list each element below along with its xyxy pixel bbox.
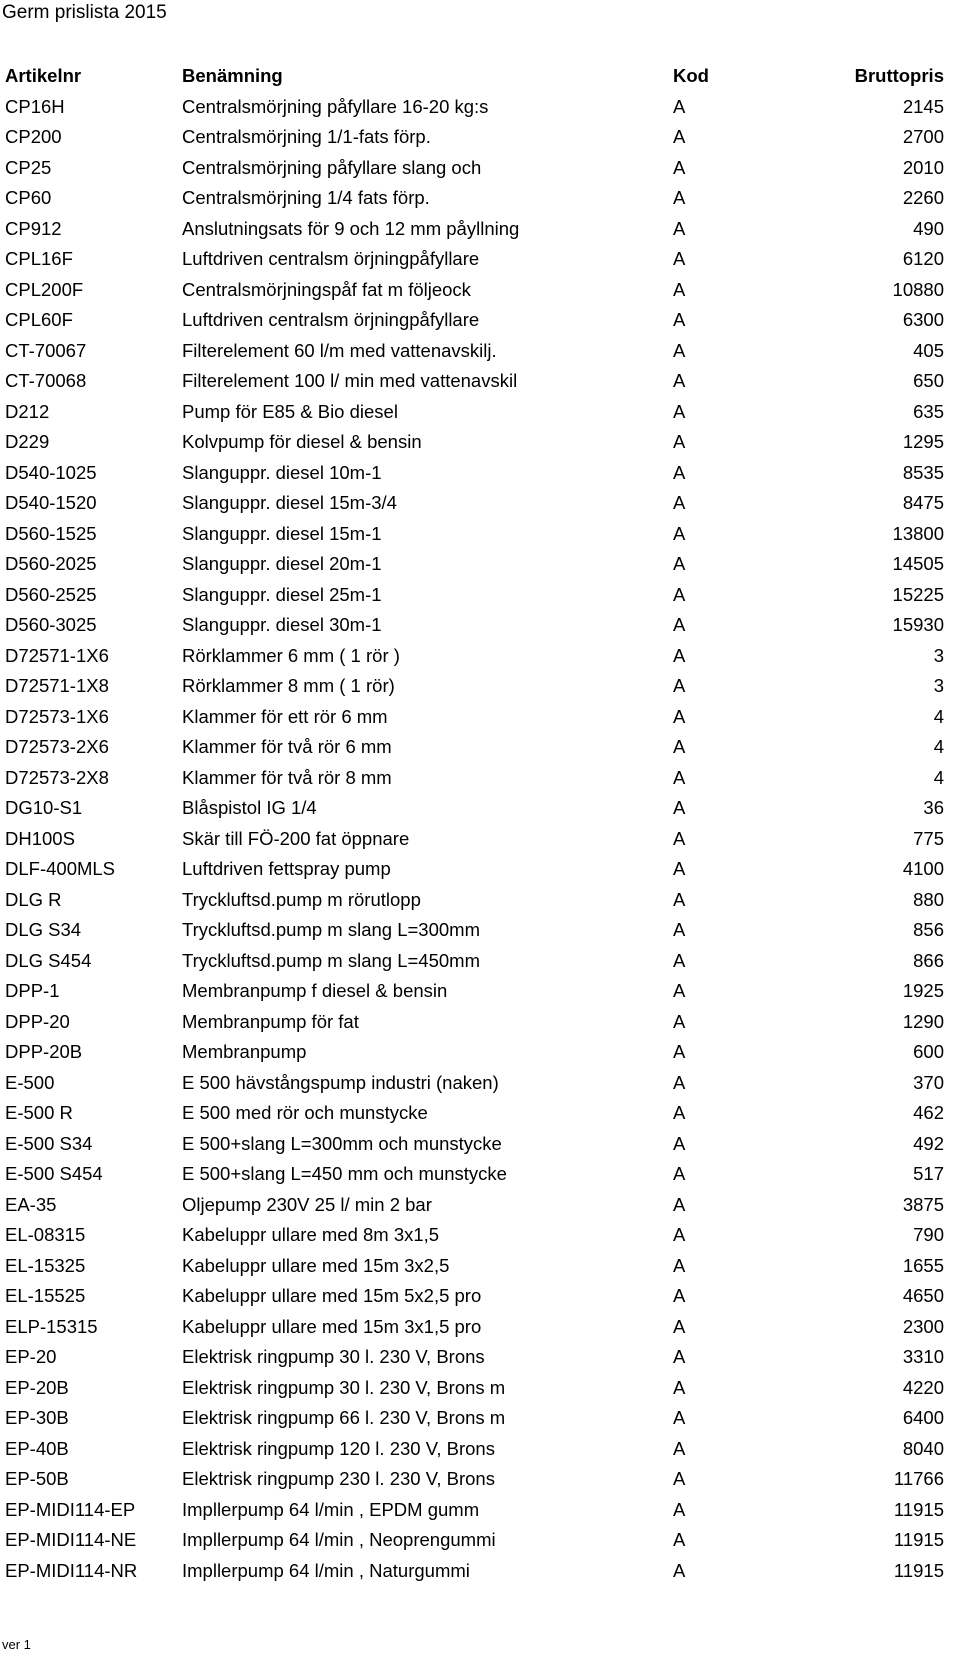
cell-kod: A <box>673 1315 686 1337</box>
cell-benamning: Skär till FÖ-200 fat öppnare <box>182 827 410 849</box>
version-footer: ver 1 <box>2 1637 31 1652</box>
cell-artikelnr: CT-70068 <box>5 370 87 391</box>
cell-kod: A <box>673 339 686 361</box>
table-row <box>0 1129 944 1160</box>
cell-benamning: Elektrisk ringpump 230 l. 230 V, Brons <box>182 1468 495 1489</box>
table-row <box>0 244 944 275</box>
cell-bruttopris: 14505 <box>892 553 944 574</box>
cell-kod: A <box>673 522 686 544</box>
table-row <box>0 183 944 214</box>
table-row <box>0 824 944 855</box>
cell-benamning: Elektrisk ringpump 66 l. 230 V, Brons m <box>182 1407 506 1428</box>
cell-benamning: Tryckluftsd.pump m rörutlopp <box>182 888 421 910</box>
cell-artikelnr: D72573-2X8 <box>5 766 109 788</box>
cell-benamning: Impllerpump 64 l/min , EPDM gumm <box>182 1498 480 1520</box>
cell-artikelnr: CP60 <box>5 187 52 208</box>
cell-bruttopris: 6400 <box>902 1407 944 1428</box>
cell-kod: A <box>673 1102 686 1123</box>
cell-artikelnr: EP-30B <box>5 1407 69 1428</box>
table-row <box>0 854 944 885</box>
cell-bruttopris: 866 <box>913 949 944 971</box>
table-row <box>0 1312 944 1343</box>
cell-bruttopris: 2145 <box>902 95 944 117</box>
cell-kod: A <box>673 1010 686 1032</box>
cell-benamning: Kabeluppr ullare med 15m 5x2,5 pro <box>182 1285 482 1306</box>
table-row <box>0 1220 944 1251</box>
cell-kod: A <box>673 1071 686 1093</box>
table-row <box>0 671 944 702</box>
table-row <box>0 1159 944 1190</box>
cell-bruttopris: 10880 <box>892 278 944 300</box>
cell-artikelnr: EP-50B <box>5 1468 69 1489</box>
cell-bruttopris: 15225 <box>892 583 944 605</box>
table-row <box>0 549 944 580</box>
cell-kod: A <box>673 583 686 605</box>
table-row <box>0 732 944 763</box>
cell-bruttopris: 635 <box>913 400 944 422</box>
cell-kod: A <box>673 309 686 330</box>
cell-kod: A <box>673 1041 686 1062</box>
cell-artikelnr: DH100S <box>5 827 75 849</box>
cell-kod: A <box>673 187 686 208</box>
cell-bruttopris: 8040 <box>902 1437 944 1459</box>
cell-kod: A <box>673 614 686 635</box>
table-row <box>0 122 944 153</box>
cell-kod: A <box>673 888 686 910</box>
cell-bruttopris: 1655 <box>902 1254 944 1276</box>
cell-artikelnr: CP200 <box>5 126 62 147</box>
table-row <box>0 275 944 306</box>
cell-benamning: Slanguppr. diesel 30m-1 <box>182 614 382 635</box>
cell-artikelnr: DLG S34 <box>5 919 82 940</box>
cell-bruttopris: 13800 <box>892 522 944 544</box>
cell-artikelnr: D212 <box>5 400 50 422</box>
cell-kod: A <box>673 705 686 727</box>
cell-bruttopris: 3 <box>933 644 944 666</box>
cell-bruttopris: 856 <box>913 919 944 940</box>
table-row <box>0 1556 944 1587</box>
cell-benamning: Centralsmörjning påfyllare slang och <box>182 156 482 178</box>
cell-kod: A <box>673 1193 686 1215</box>
cell-bruttopris: 600 <box>913 1041 944 1062</box>
cell-bruttopris: 370 <box>913 1071 944 1093</box>
cell-benamning: Luftdriven centralsm örjningpåfyllare <box>182 309 480 330</box>
cell-artikelnr: CP25 <box>5 156 52 178</box>
cell-artikelnr: CPL200F <box>5 278 84 300</box>
cell-benamning: E 500 hävstångspump industri (naken) <box>182 1071 499 1093</box>
cell-kod: A <box>673 217 686 239</box>
table-row <box>0 1495 944 1526</box>
cell-artikelnr: DPP-20B <box>5 1041 83 1062</box>
cell-benamning: Centralsmörjning 1/4 fats förp. <box>182 187 430 208</box>
cell-artikelnr: CPL60F <box>5 309 73 330</box>
table-row <box>0 1403 944 1434</box>
cell-benamning: Luftdriven fettspray pump <box>182 858 391 879</box>
cell-benamning: Slanguppr. diesel 25m-1 <box>182 583 382 605</box>
table-row <box>0 519 944 550</box>
cell-artikelnr: D560-2025 <box>5 553 97 574</box>
table-row <box>0 305 944 336</box>
cell-benamning: Impllerpump 64 l/min , Neoprengummi <box>182 1529 496 1550</box>
cell-kod: A <box>673 1529 686 1550</box>
table-row <box>0 580 944 611</box>
cell-benamning: Slanguppr. diesel 20m-1 <box>182 553 382 574</box>
cell-artikelnr: DLG S454 <box>5 949 92 971</box>
cell-kod: A <box>673 95 686 117</box>
table-row <box>0 1007 944 1038</box>
cell-benamning: Elektrisk ringpump 120 l. 230 V, Brons <box>182 1437 495 1459</box>
table-row <box>0 214 944 245</box>
cell-kod: A <box>673 1224 686 1245</box>
table-row <box>0 1281 944 1312</box>
cell-artikelnr: EP-MIDI114-NR <box>5 1559 138 1581</box>
table-row <box>0 885 944 916</box>
cell-kod: A <box>673 126 686 147</box>
cell-artikelnr: EP-MIDI114-NE <box>5 1529 137 1550</box>
cell-benamning: E 500+slang L=300mm och munstycke <box>182 1132 502 1154</box>
cell-kod: A <box>673 1285 686 1306</box>
table-row <box>0 702 944 733</box>
cell-kod: A <box>673 827 686 849</box>
cell-benamning: Rörklammer 8 mm ( 1 rör) <box>182 675 395 696</box>
cell-artikelnr: EP-40B <box>5 1437 69 1459</box>
table-row <box>0 1037 944 1068</box>
cell-kod: A <box>673 492 686 513</box>
cell-benamning: Tryckluftsd.pump m slang L=300mm <box>182 919 480 940</box>
cell-artikelnr: D72573-1X6 <box>5 705 109 727</box>
cell-kod: A <box>673 858 686 879</box>
cell-kod: A <box>673 1559 686 1581</box>
header-benamning: Benämning <box>182 65 283 86</box>
cell-bruttopris: 650 <box>913 370 944 391</box>
cell-benamning: Oljepump 230V 25 l/ min 2 bar <box>182 1193 432 1215</box>
cell-artikelnr: DLF-400MLS <box>5 858 116 879</box>
cell-bruttopris: 1290 <box>902 1010 944 1032</box>
cell-bruttopris: 11915 <box>893 1498 944 1520</box>
cell-artikelnr: EA-35 <box>5 1193 57 1215</box>
cell-bruttopris: 11915 <box>893 1559 944 1581</box>
cell-bruttopris: 1925 <box>902 980 944 1001</box>
table-header-row <box>0 61 944 92</box>
cell-benamning: Anslutningsats för 9 och 12 mm påyllning <box>182 217 520 239</box>
cell-artikelnr: E-500 S454 <box>5 1163 103 1184</box>
cell-benamning: Kabeluppr ullare med 8m 3x1,5 <box>182 1224 440 1245</box>
cell-artikelnr: CPL16F <box>5 248 73 269</box>
cell-artikelnr: D229 <box>5 431 50 452</box>
table-row <box>0 1464 944 1495</box>
header-artikelnr: Artikelnr <box>5 65 82 86</box>
cell-benamning: Membranpump för fat <box>182 1010 359 1032</box>
cell-artikelnr: DPP-20 <box>5 1010 70 1032</box>
cell-artikelnr: D540-1025 <box>5 461 97 483</box>
table-row <box>0 427 944 458</box>
table-row <box>0 336 944 367</box>
cell-benamning: Filterelement 100 l/ min med vattenavskil <box>182 370 518 391</box>
cell-artikelnr: D72571-1X6 <box>5 644 109 666</box>
cell-kod: A <box>673 431 686 452</box>
cell-kod: A <box>673 1132 686 1154</box>
cell-bruttopris: 11766 <box>893 1468 944 1489</box>
cell-kod: A <box>673 766 686 788</box>
cell-benamning: Rörklammer 6 mm ( 1 rör ) <box>182 644 400 666</box>
cell-kod: A <box>673 1254 686 1276</box>
cell-benamning: E 500+slang L=450 mm och munstycke <box>182 1163 507 1184</box>
table-row <box>0 1068 944 1099</box>
cell-artikelnr: E-500 S34 <box>5 1132 93 1154</box>
cell-artikelnr: D560-2525 <box>5 583 97 605</box>
cell-kod: A <box>673 1437 686 1459</box>
table-row <box>0 488 944 519</box>
cell-benamning: Filterelement 60 l/m med vattenavskilj. <box>182 339 497 361</box>
table-row <box>0 1251 944 1282</box>
cell-kod: A <box>673 1407 686 1428</box>
header-kod: Kod <box>673 65 709 86</box>
table-row <box>0 915 944 946</box>
cell-bruttopris: 8535 <box>902 461 944 483</box>
cell-bruttopris: 1295 <box>902 431 944 452</box>
cell-artikelnr: D560-1525 <box>5 522 97 544</box>
cell-kod: A <box>673 736 686 757</box>
cell-bruttopris: 405 <box>913 339 944 361</box>
cell-kod: A <box>673 1468 686 1489</box>
cell-benamning: Centralsmörjning 1/1-fats förp. <box>182 126 431 147</box>
cell-bruttopris: 4 <box>933 766 944 788</box>
cell-benamning: Membranpump <box>182 1041 307 1062</box>
table-row <box>0 1434 944 1465</box>
cell-bruttopris: 2700 <box>902 126 944 147</box>
cell-bruttopris: 11915 <box>893 1529 944 1550</box>
cell-bruttopris: 490 <box>913 217 944 239</box>
table-row <box>0 793 944 824</box>
cell-artikelnr: DLG R <box>5 888 62 910</box>
cell-bruttopris: 4650 <box>902 1285 944 1306</box>
cell-kod: A <box>673 1346 686 1367</box>
cell-bruttopris: 4100 <box>902 858 944 879</box>
cell-kod: A <box>673 248 686 269</box>
cell-benamning: Kabeluppr ullare med 15m 3x2,5 <box>182 1254 450 1276</box>
cell-kod: A <box>673 1376 686 1398</box>
cell-kod: A <box>673 1498 686 1520</box>
table-row <box>0 1373 944 1404</box>
cell-artikelnr: EL-08315 <box>5 1224 86 1245</box>
cell-bruttopris: 4 <box>933 736 944 757</box>
cell-kod: A <box>673 156 686 178</box>
cell-benamning: Impllerpump 64 l/min , Naturgummi <box>182 1559 470 1581</box>
cell-bruttopris: 492 <box>913 1132 944 1154</box>
cell-kod: A <box>673 949 686 971</box>
table-row <box>0 610 944 641</box>
table-row <box>0 397 944 428</box>
cell-artikelnr: CP16H <box>5 95 65 117</box>
cell-benamning: Elektrisk ringpump 30 l. 230 V, Brons m <box>182 1376 506 1398</box>
cell-artikelnr: D72571-1X8 <box>5 675 109 696</box>
table-row <box>0 1098 944 1129</box>
cell-kod: A <box>673 1163 686 1184</box>
cell-benamning: Slanguppr. diesel 15m-3/4 <box>182 492 397 513</box>
cell-kod: A <box>673 278 686 300</box>
cell-artikelnr: EP-20 <box>5 1346 57 1367</box>
table-row <box>0 641 944 672</box>
table-row <box>0 946 944 977</box>
cell-artikelnr: CP912 <box>5 217 62 239</box>
cell-benamning: Kolvpump för diesel & bensin <box>182 431 422 452</box>
cell-kod: A <box>673 370 686 391</box>
cell-kod: A <box>673 644 686 666</box>
cell-kod: A <box>673 980 686 1001</box>
cell-bruttopris: 15930 <box>892 614 944 635</box>
cell-benamning: Membranpump f diesel & bensin <box>182 980 448 1001</box>
cell-bruttopris: 517 <box>913 1163 944 1184</box>
cell-benamning: Tryckluftsd.pump m slang L=450mm <box>182 949 480 971</box>
cell-bruttopris: 6300 <box>902 309 944 330</box>
cell-bruttopris: 2300 <box>902 1315 944 1337</box>
cell-artikelnr: ELP-15315 <box>5 1315 98 1337</box>
cell-artikelnr: E-500 <box>5 1071 55 1093</box>
cell-bruttopris: 2260 <box>902 187 944 208</box>
cell-benamning: Centralsmörjningspåf fat m följeock <box>182 278 471 300</box>
cell-kod: A <box>673 553 686 574</box>
cell-artikelnr: EP-20B <box>5 1376 69 1398</box>
cell-bruttopris: 790 <box>913 1224 944 1245</box>
cell-bruttopris: 462 <box>913 1102 944 1123</box>
cell-kod: A <box>673 797 686 818</box>
header-bruttopris: Bruttopris <box>854 65 944 86</box>
table-row <box>0 1190 944 1221</box>
cell-bruttopris: 880 <box>913 888 944 910</box>
table-row <box>0 458 944 489</box>
cell-bruttopris: 775 <box>913 827 944 849</box>
price-table <box>0 61 944 1586</box>
cell-bruttopris: 6120 <box>902 248 944 269</box>
table-row <box>0 1342 944 1373</box>
table-row <box>0 1525 944 1556</box>
cell-benamning: Klammer för två rör 8 mm <box>182 766 392 788</box>
cell-bruttopris: 36 <box>923 797 944 818</box>
cell-bruttopris: 4 <box>933 705 944 727</box>
page-title: Germ prislista 2015 <box>2 2 167 23</box>
cell-bruttopris: 2010 <box>902 156 944 178</box>
cell-kod: A <box>673 919 686 940</box>
table-row <box>0 763 944 794</box>
cell-artikelnr: EL-15325 <box>5 1254 86 1276</box>
cell-artikelnr: D560-3025 <box>5 614 97 635</box>
cell-benamning: Centralsmörjning påfyllare 16-20 kg:s <box>182 95 489 117</box>
cell-bruttopris: 3310 <box>902 1346 944 1367</box>
cell-benamning: Klammer för ett rör 6 mm <box>182 705 388 727</box>
cell-benamning: Slanguppr. diesel 10m-1 <box>182 461 382 483</box>
cell-benamning: Slanguppr. diesel 15m-1 <box>182 522 382 544</box>
cell-artikelnr: EP-MIDI114-EP <box>5 1498 136 1520</box>
cell-kod: A <box>673 400 686 422</box>
cell-benamning: Luftdriven centralsm örjningpåfyllare <box>182 248 480 269</box>
cell-bruttopris: 3 <box>933 675 944 696</box>
cell-benamning: E 500 med rör och munstycke <box>182 1102 428 1123</box>
cell-benamning: Elektrisk ringpump 30 l. 230 V, Brons <box>182 1346 485 1367</box>
cell-kod: A <box>673 461 686 483</box>
cell-artikelnr: D72573-2X6 <box>5 736 109 757</box>
cell-bruttopris: 4220 <box>902 1376 944 1398</box>
cell-bruttopris: 3875 <box>902 1193 944 1215</box>
table-body <box>0 92 944 1587</box>
cell-benamning: Kabeluppr ullare med 15m 3x1,5 pro <box>182 1315 482 1337</box>
cell-artikelnr: CT-70067 <box>5 339 87 361</box>
cell-benamning: Pump för E85 & Bio diesel <box>182 400 398 422</box>
cell-benamning: Klammer för två rör 6 mm <box>182 736 392 757</box>
table-row <box>0 366 944 397</box>
cell-artikelnr: DG10-S1 <box>5 797 83 818</box>
cell-benamning: Blåspistol IG 1/4 <box>182 797 317 818</box>
cell-artikelnr: DPP-1 <box>5 980 60 1001</box>
table-row <box>0 153 944 184</box>
cell-artikelnr: E-500 R <box>5 1102 73 1123</box>
table-row <box>0 92 944 123</box>
cell-kod: A <box>673 675 686 696</box>
cell-artikelnr: EL-15525 <box>5 1285 86 1306</box>
table-row <box>0 976 944 1007</box>
cell-artikelnr: D540-1520 <box>5 492 97 513</box>
cell-bruttopris: 8475 <box>902 492 944 513</box>
